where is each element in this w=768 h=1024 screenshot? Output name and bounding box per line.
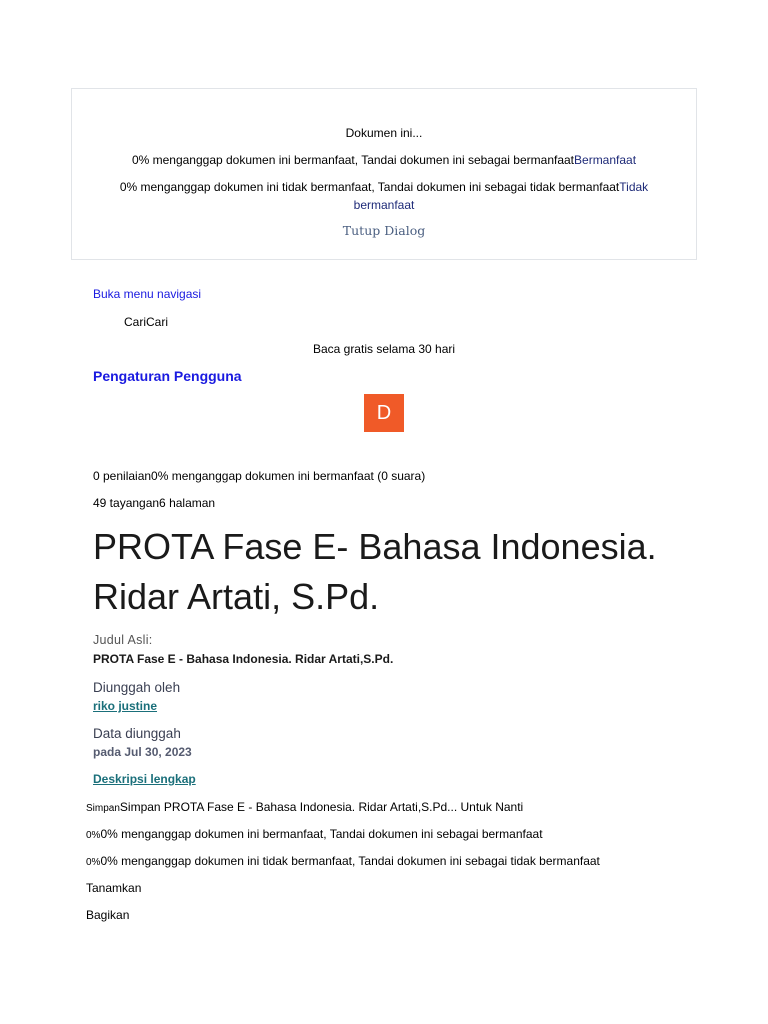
dialog-not-useful-row (72, 178, 696, 214)
avatar-letter: D (376, 401, 392, 424)
original-title: PROTA Fase E - Bahasa Indonesia. Ridar Artati,S.Pd. (93, 652, 394, 666)
user-settings-link[interactable]: Pengaturan Pengguna (93, 368, 242, 384)
embed-button[interactable]: Tanamkan (86, 881, 142, 895)
save-icon: Simpan (86, 803, 120, 814)
uploaded-by-label: Diunggah oleh (93, 680, 181, 695)
full-description-link[interactable]: Deskripsi lengkap (93, 772, 196, 786)
document-title: PROTA Fase E- Bahasa Indonesia. Ridar Artati, S.Pd. (93, 526, 657, 617)
save-label: Simpan PROTA Fase E - Bahasa Indonesia. Ridar Artati,S.Pd... Untuk Nanti (119, 800, 524, 814)
dialog-useful-row (72, 151, 696, 169)
not-useful-label: 0% menganggap dokumen ini tidak bermanfaat, Tandai dokumen ini sebagai tidak bermanfaat (100, 854, 600, 868)
search-button[interactable]: CariCari (124, 315, 169, 329)
mark-not-useful-button[interactable]: Tidak bermanfaat (353, 180, 649, 212)
views-pages-summary: 49 tayangan6 halaman (93, 496, 216, 510)
not-useful-button[interactable] (86, 854, 600, 868)
dialog-not-useful-text: 0% menganggap dokumen ini tidak bermanfaat, Tandai dokumen ini sebagai tidak bermanfaat (119, 180, 620, 194)
useful-percent: 0% (86, 830, 101, 841)
original-title-label: Judul Asli: (93, 633, 153, 647)
free-trial-link[interactable]: Baca gratis selama 30 hari (312, 342, 456, 356)
rating-summary: 0 penilaian0% menganggap dokumen ini bermanfaat (0 suara) (93, 469, 426, 483)
feedback-dialog (71, 88, 697, 260)
save-button[interactable] (86, 800, 523, 814)
open-navigation-menu-link[interactable]: Buka menu navigasi (93, 287, 202, 301)
avatar[interactable] (364, 394, 404, 432)
close-dialog-button[interactable]: Tutup Dialog (342, 223, 426, 238)
uploader-link[interactable]: riko justine (93, 699, 158, 713)
not-useful-percent: 0% (86, 857, 101, 868)
upload-date: pada Jul 30, 2023 (93, 745, 192, 759)
share-button[interactable]: Bagikan (86, 908, 130, 922)
useful-label: 0% menganggap dokumen ini bermanfaat, Tandai dokumen ini sebagai bermanfaat (100, 827, 543, 841)
useful-button[interactable] (86, 827, 543, 841)
mark-useful-button[interactable]: Bermanfaat (574, 153, 637, 167)
upload-date-label: Data diunggah (93, 726, 181, 741)
dialog-useful-text: 0% menganggap dokumen ini bermanfaat, Tandai dokumen ini sebagai bermanfaat (131, 153, 575, 167)
dialog-title: Dokumen ini... (345, 126, 423, 140)
